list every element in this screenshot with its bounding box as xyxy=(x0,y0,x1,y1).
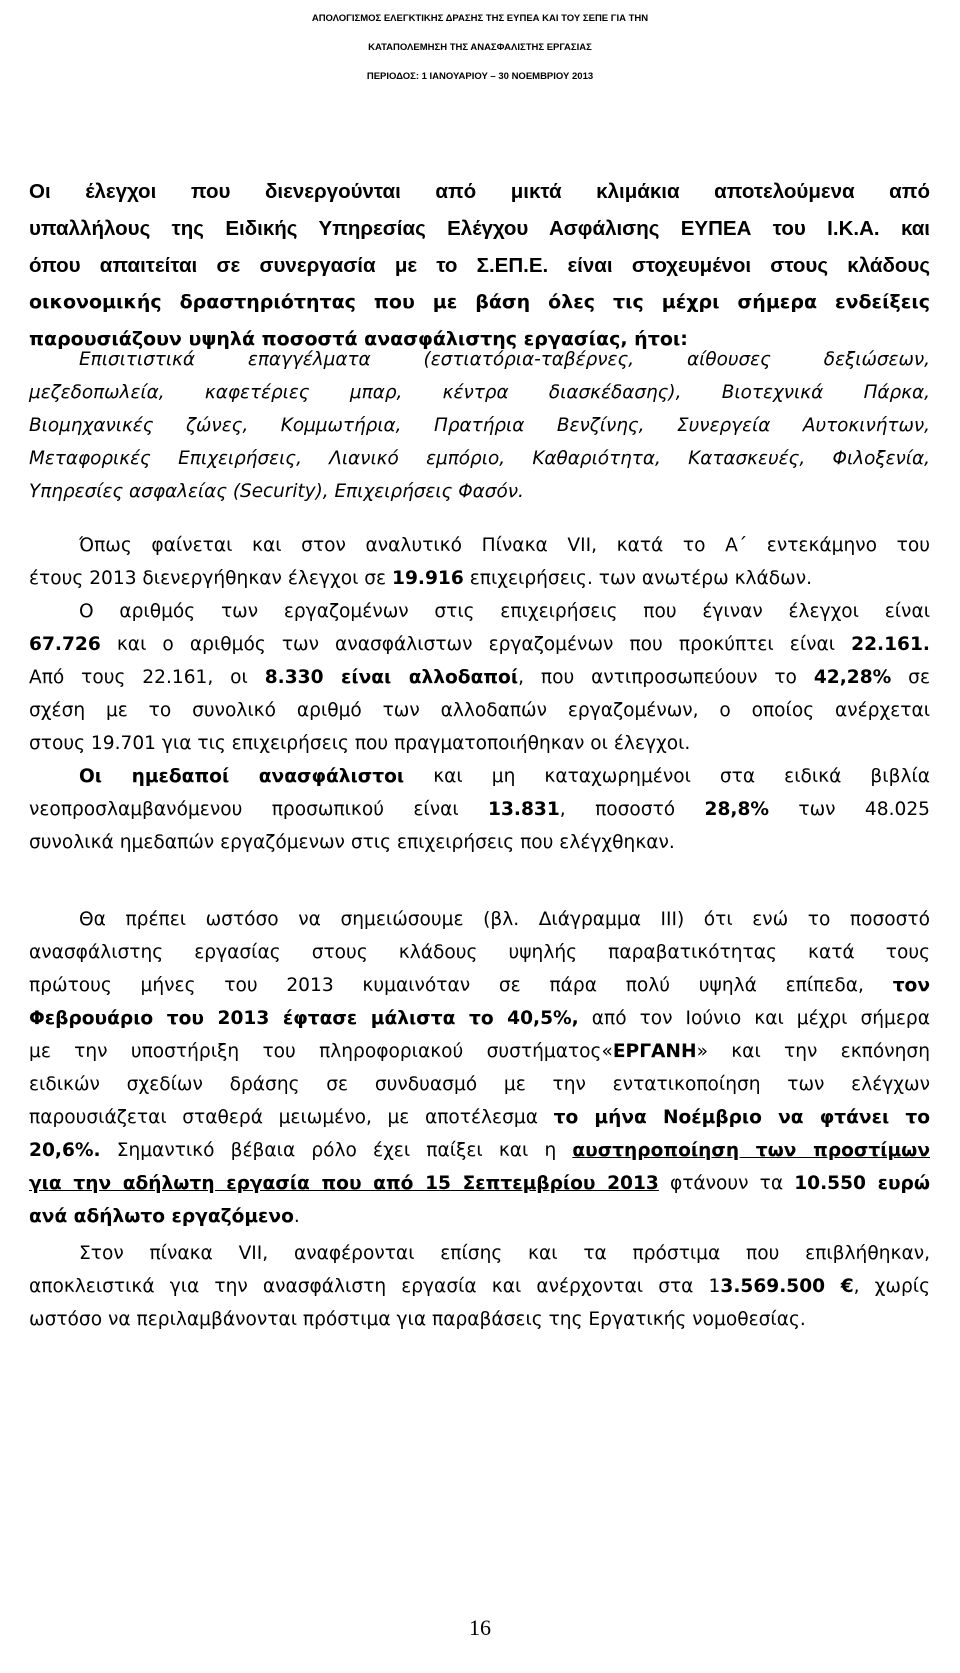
p1-text: Από τους 22.161, οι xyxy=(29,667,265,688)
per-worker: ανά αδήλωτο εργαζόμενο xyxy=(29,1206,294,1227)
natives-uninsured-label: Οι ημεδαποί ανασφάλιστοι xyxy=(79,766,405,787)
p1-line-5 xyxy=(29,661,930,694)
p1-text: έτους 2013 διενεργήθηκαν έλεγχοι σε xyxy=(29,568,393,589)
p2-text: με την υποστήριξη του πληροφοριακού συστήματος« xyxy=(29,1041,613,1062)
p1-text: , ποσοστό xyxy=(559,799,705,820)
p1-line-4 xyxy=(29,628,930,661)
intro-line-5: παρουσιάζουν υψηλά ποσοστά ανασφάλιστης εργασίας, ήτοι: xyxy=(29,328,688,350)
p1-text: και μη καταχωρημένοι στα ειδικά βιβλία xyxy=(404,766,930,787)
p1-line-6: σχέση με το συνολικό αριθμό των αλλοδαπών εργαζομένων, ο οποίος ανέρχεται xyxy=(29,700,930,721)
p1-text: σε xyxy=(891,667,931,688)
natives-percent: 28,8% xyxy=(704,799,770,820)
fines-tightening: αυστηροποίηση των προστίμων xyxy=(572,1140,930,1161)
p3-line-2 xyxy=(29,1270,930,1303)
p2-text: πρώτους μήνες του 2013 κυμαινόταν σε πάρα πολύ υψηλά επίπεδα, xyxy=(29,975,893,996)
intro-line-4: οικονομικής δραστηριότητας που με βάση όλες τις μέχρι σήμερα ενδείξεις xyxy=(29,291,930,313)
p2-text: φτάνουν τα xyxy=(658,1173,795,1194)
p1-line-1: Όπως φαίνεται και στον αναλυτικό Πίνακα VII, κατά το Α΄ εντεκάμηνο του xyxy=(79,535,930,556)
p3-line-1: Στον πίνακα VII, αναφέρονται επίσης και τα πρόστιμα που επιβλήθηκαν, xyxy=(79,1243,930,1264)
p1-text: , που αντιπροσωπεύουν το xyxy=(518,667,814,688)
intro-line-2: υπαλλήλους της Ειδικής Υπηρεσίας Ελέγχου Ασφάλισης ΕΥΠΕΑ του Ι.Κ.Α. και xyxy=(29,217,930,240)
fines-total: 3.569.500 € xyxy=(720,1276,854,1297)
trend-paragraph xyxy=(29,903,930,1233)
inspected-businesses-count: 19.916 xyxy=(392,568,464,589)
uninsured-count: 22.161. xyxy=(851,634,930,655)
page-number: 16 xyxy=(469,1615,491,1640)
foreigners-count: 8.330 είναι αλλοδαποί xyxy=(264,667,519,688)
intro-line-3: όπου απαιτείται σε συνεργασία με το Σ.ΕΠ.Ε. είναι στοχευμένοι στους κλάδους xyxy=(29,254,930,277)
sectors-line-4: Μεταφορικές Επιχειρήσεις, Λιανικό εμπόριο, Καθαριότητα, Κατασκευές, Φιλοξενία, xyxy=(29,448,930,469)
p2-line-4 xyxy=(29,1002,930,1035)
header-line-2: ΚΑΤΑΠΟΛΕΜΗΣΗ ΤΗΣ ΑΝΑΣΦΑΛΙΣΤΗΣ ΕΡΓΑΣΙΑΣ xyxy=(368,42,592,53)
p1-line-8 xyxy=(29,760,930,793)
p1-text: νεοπροσλαμβανόμενου προσωπικού είναι xyxy=(29,799,489,820)
p2-text: Σημαντικό βέβαια ρόλο έχει παίξει και η xyxy=(100,1140,573,1161)
foreigners-percent: 42,28% xyxy=(813,667,892,688)
sectors-line-5: Υπηρεσίες ασφαλείας (Security), Επιχειρήσεις Φασόν. xyxy=(29,481,524,502)
sectors-line-2: μεζεδοπωλεία, καφετέριες μπαρ, κέντρα διασκέδασης), Βιοτεχνικά Πάρκα, xyxy=(29,382,930,403)
header-line-1: ΑΠΟΛΟΓΙΣΜΟΣ ΕΛΕΓΚΤΙΚΗΣ ΔΡΑΣΗΣ ΤΗΣ ΕΥΠΕΑ ΚΑΙ ΤΟΥ ΣΕΠΕ ΓΙΑ ΤΗΝ xyxy=(311,13,649,24)
p2-line-9 xyxy=(29,1167,930,1200)
november-label: το μήνα Νοέμβριο να φτάνει το xyxy=(553,1107,930,1128)
p2-line-7 xyxy=(29,1101,930,1134)
p2-text: παρουσιάζεται σταθερά μειωμένο, με αποτέλεσμα xyxy=(29,1107,554,1128)
intro-line-1: Οι έλεγχοι που διενεργούνται από μικτά κλιμάκια αποτελούμενα από xyxy=(29,180,930,203)
p1-line-2 xyxy=(29,562,930,595)
sectors-line-3: Βιομηχανικές ζώνες, Κομμωτήρια, Πρατήρια Βενζίνης, Συνεργεία Αυτοκινήτων, xyxy=(29,415,930,436)
p3-text: , χωρίς xyxy=(853,1276,931,1297)
ergani-system: ΕΡΓΑΝΗ xyxy=(612,1041,697,1062)
p2-line-2: ανασφάλιστης εργασίας στους κλάδους υψηλής παραβατικότητας κατά τους xyxy=(29,942,930,963)
p1-text: και ο αριθμός των ανασφάλιστων εργαζομένων που προκύπτει είναι xyxy=(100,634,852,655)
document-header xyxy=(0,4,960,91)
header-line-3: ΠΕΡΙΟΔΟΣ: 1 ΙΑΝΟΥΑΡΙΟΥ – 30 ΝΟΕΜΒΡΙΟΥ 2013 xyxy=(366,71,594,82)
p2-line-1: Θα πρέπει ωστόσο να σημειώσουμε (βλ. Διάγραμμα ΙΙΙ) ότι ενώ το ποσοστό xyxy=(79,909,930,930)
inspections-paragraph xyxy=(29,529,930,859)
p2-line-5 xyxy=(29,1035,930,1068)
p2-text: από τον Ιούνιο και μέχρι σήμερα xyxy=(578,1008,930,1029)
p2-text: . xyxy=(293,1206,300,1227)
fines-date: για την αδήλωτη εργασία που από 15 Σεπτεμβρίου 2013 xyxy=(29,1173,659,1194)
p1-line-7: στους 19.701 για τις επιχειρήσεις που πραγματοποιήθηκαν οι έλεγχοι. xyxy=(29,733,691,754)
p2-text: » και την εκπόνηση xyxy=(696,1041,930,1062)
fine-amount: 10.550 ευρώ xyxy=(794,1173,930,1194)
february-peak: Φεβρουάριο του 2013 έφτασε μάλιστα το 40,5%, xyxy=(29,1008,579,1029)
p3-line-3: ωστόσο να περιλαμβάνονται πρόστιμα για παραβάσεις της Εργατικής νομοθεσίας. xyxy=(29,1309,806,1330)
natives-count: 13.831 xyxy=(488,799,560,820)
p2-line-3 xyxy=(29,969,930,1002)
p2-line-6: ειδικών σχεδίων δράσης σε συνδυασμό με την εντατικοποίηση των ελέγχων xyxy=(29,1074,930,1095)
p1-line-3: Ο αριθμός των εργαζομένων στις επιχειρήσεις που έγιναν έλεγχοι είναι xyxy=(79,601,930,622)
p1-text: επιχειρήσεις. των ανωτέρω κλάδων. xyxy=(463,568,813,589)
p2-line-10 xyxy=(29,1200,930,1233)
p3-text: αποκλειστικά για την ανασφάλιστη εργασία και ανέρχονται στα 1 xyxy=(29,1276,721,1297)
sectors-list xyxy=(29,343,930,508)
intro-paragraph xyxy=(29,173,930,358)
fines-paragraph xyxy=(29,1237,930,1336)
employees-count: 67.726 xyxy=(29,634,101,655)
p2-bold: τον xyxy=(892,975,930,996)
november-percent: 20,6%. xyxy=(29,1140,101,1161)
p2-line-8 xyxy=(29,1134,930,1167)
p1-text: των 48.025 xyxy=(769,799,930,820)
sectors-line-1: Επισιτιστικά επαγγέλματα (εστιατόρια-ταβέρνες, αίθουσες δεξιώσεων, xyxy=(79,349,930,370)
p1-line-10: συνολικά ημεδαπών εργαζόμενων στις επιχειρήσεις που ελέγχθηκαν. xyxy=(29,832,675,853)
p1-line-9 xyxy=(29,793,930,826)
